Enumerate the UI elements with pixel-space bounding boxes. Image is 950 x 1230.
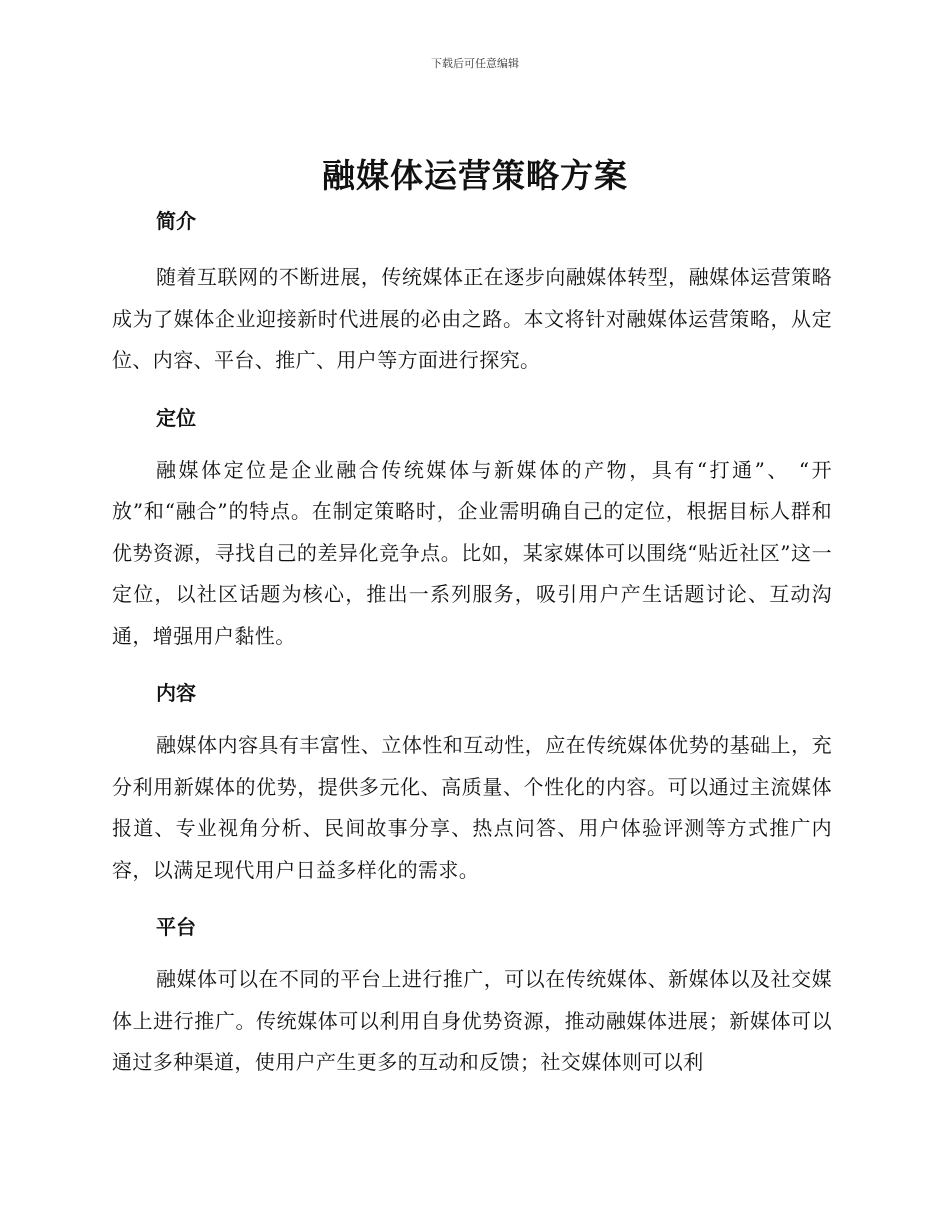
header-note: 下载后可任意编辑: [431, 57, 519, 70]
document-title: 融媒体运营策略方案: [322, 156, 628, 195]
section-paragraph: 融媒体定位是企业融合传统媒体与新媒体的产物，具有“打通”、 “开放”和“融合”的特点。在制定策略时，企业需明确自己的定位，根据目标人群和优势资源，寻找自己的差异化竞争点。比如，某家媒体可以围绕“贴近社区”这一定位，以社区话题为核心，推出一系列服务，吸引用户产生话题讨论、互动沟通，增强用户黏性。: [112, 457, 832, 648]
section-positioning: [112, 402, 832, 658]
section-content: [112, 677, 832, 891]
section-intro: [112, 205, 832, 382]
section-heading: 定位: [156, 405, 196, 430]
section-platform: [112, 911, 832, 1084]
section-paragraph: 融媒体内容具有丰富性、立体性和互动性，应在传统媒体优势的基础上，充分利用新媒体的优势，提供多元化、高质量、个性化的内容。可以通过主流媒体报道、专业视角分析、民间故事分享、热点问答、用户体验评测等方式推广内容，以满足现代用户日益多样化的需求。: [112, 733, 832, 882]
section-paragraph: 随着互联网的不断进展，传统媒体正在逐步向融媒体转型，融媒体运营策略成为了媒体企业迎接新时代进展的必由之路。本文将针对融媒体运营策略，从定位、内容、平台、推广、用户等方面进行探究。: [112, 265, 832, 372]
section-heading: 平台: [156, 915, 196, 939]
section-heading: 简介: [156, 209, 196, 233]
section-heading: 内容: [156, 681, 196, 705]
section-paragraph: 融媒体可以在不同的平台上进行推广，可以在传统媒体、新媒体以及社交媒体上进行推广。传统媒体可以利用自身优势资源，推动融媒体进展；新媒体可以通过多种渠道，使用户产生更多的互动和反馈；社交媒体则可以利: [112, 967, 832, 1074]
document-body: [112, 205, 832, 1104]
